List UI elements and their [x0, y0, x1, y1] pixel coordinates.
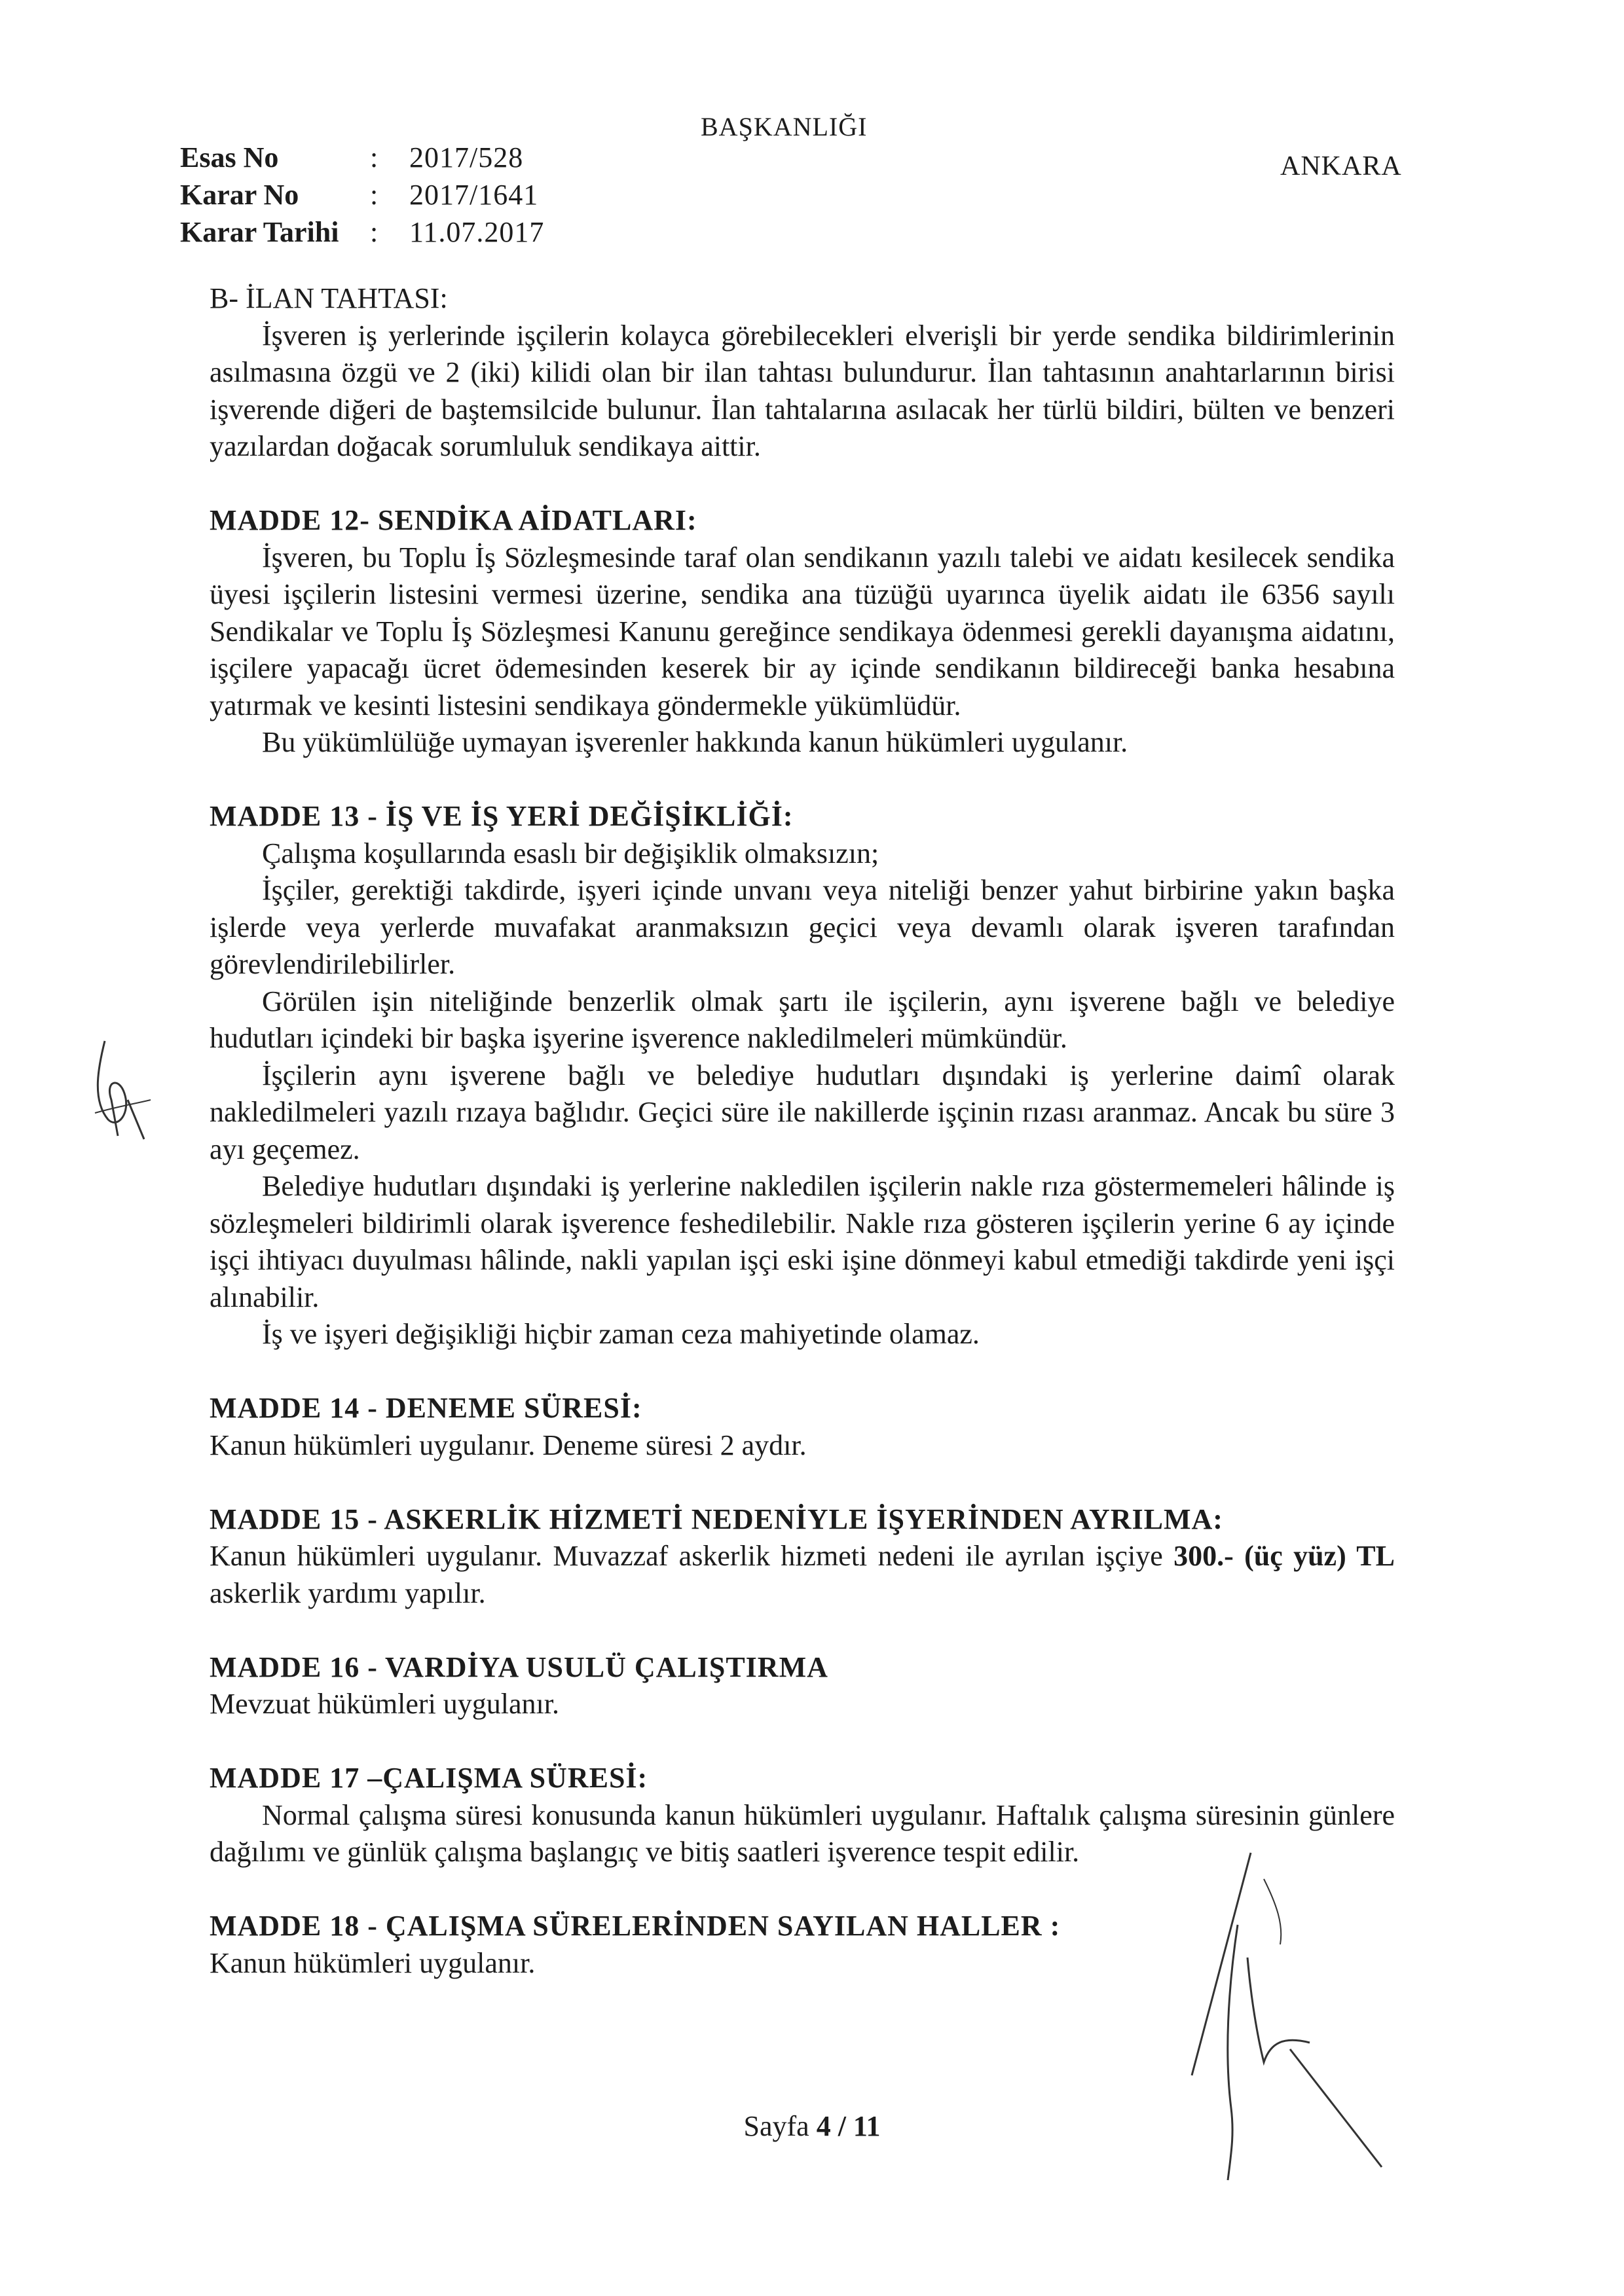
left-initials-signature — [79, 1021, 210, 1152]
madde-13-paragraph-5: Belediye hudutları dışındaki iş yerlerine nakledilen işçilerin nakle rıza göstermemeleri hâlinde iş sözleşmeleri bildirimli olarak işverence feshedilebilir. Nakle rıza gösteren işçilerin yerine 6 ay içinde işçi ihtiyacı duyulması hâlinde, nakli yapılan işçi eski işine dönmeyi kabul etmediği takdirde yeni işçi alınabilir. — [210, 1170, 1395, 1313]
madde-13-paragraph-4: İşçilerin aynı işverene bağlı ve belediye hudutları dışındaki iş yerlerine daimî olarak nakledilmeleri yazılı rızaya bağlıdır. Geçici süre ile nakillerde işçinin rızası aranmaz. Ancak bu süre 3 ayı geçemez. — [210, 1059, 1395, 1165]
madde-16-paragraph-1: Mevzuat hükümleri uygulanır. — [210, 1688, 559, 1720]
madde-16-title: MADDE 16 - VARDİYA USULÜ ÇALIŞTIRMA — [210, 1650, 828, 1683]
tarih-row — [180, 215, 544, 253]
madde-14-paragraph-1: Kanun hükümleri uygulanır. Deneme süresi 2 aydır. — [210, 1429, 807, 1461]
page-footer — [0, 2109, 1624, 2143]
page-total: 11 — [853, 2110, 881, 2142]
office-title: BAŞKANLIĞI — [701, 112, 868, 141]
section-b-text: İşveren iş yerlerinde işçilerin kolayca görebilecekleri elverişli bir yerde sendika bildirimlerinin asılmasına özgü ve 2 (iki) kilidi olan bir ilan tahtası bulundurur. İlan tahtasının anahtarlarının birisi işverende diğeri de baştemsilcide bulunur. İlan tahtalarına asılacak her türlü bildiri, bülten ve benzeri yazılardan doğacak sorumluluk sendikaya aittir. — [210, 319, 1395, 462]
madde-13-paragraph-1: Çalışma koşullarında esaslı bir değişiklik olmaksızın; — [262, 837, 879, 869]
karar-row — [180, 178, 544, 215]
page-separator: / — [830, 2110, 853, 2142]
madde-17-paragraph-1: Normal çalışma süresi konusunda kanun hükümleri uygulanır. Haftalık çalışma süresinin günlere dağılımı ve günlük çalışma başlangıç ve bitiş saatleri işverence tespit edilir. — [210, 1798, 1395, 1868]
esas-colon: : — [370, 141, 378, 173]
madde-13-paragraph-3: Görülen işin niteliğinde benzerlik olmak şartı ile işçilerin, aynı işverene bağlı ve belediye hudutları içindeki bir başka işyerine işverence nakledilmeleri mümkündür. — [210, 985, 1395, 1054]
page-prefix: Sayfa — [743, 2110, 817, 2142]
tarih-label: Karar Tarihi — [180, 216, 339, 248]
madde-15-text-c: askerlik yardımı yapılır. — [210, 1576, 486, 1609]
madde-13-paragraph-2: İşçiler, gerektiği takdirde, işyeri içinde unvanı veya niteliği benzer yahut birbirine yakın başka işlerde veya yerlerde muvafakat aranmaksızın geçici veya devamlı olarak işveren tarafından görevlendirilebilirler. — [210, 874, 1395, 980]
madde-15-amount: 300.- (üç yüz) TL — [1173, 1540, 1395, 1572]
karar-colon: : — [370, 179, 378, 211]
spacer — [210, 1723, 1395, 1760]
madde-13-title: MADDE 13 - İŞ VE İŞ YERİ DEĞİŞİKLİĞİ: — [210, 800, 794, 832]
tarih-colon: : — [370, 216, 378, 248]
spacer — [210, 761, 1395, 799]
esas-row — [180, 141, 544, 178]
karar-value: 2017/1641 — [409, 179, 539, 211]
spacer — [210, 465, 1395, 503]
spacer — [210, 1612, 1395, 1649]
page-current: 4 — [816, 2110, 831, 2142]
spacer — [210, 1353, 1395, 1391]
madde-13-paragraph-6: İş ve işyeri değişikliği hiçbir zaman ceza mahiyetinde olamaz. — [262, 1318, 980, 1350]
case-meta — [180, 141, 544, 253]
madde-12-title: MADDE 12- SENDİKA AİDATLARI: — [210, 504, 697, 536]
city-name: ANKARA — [1280, 151, 1402, 181]
madde-15-paragraph-1 — [210, 1538, 1395, 1612]
tarih-value: 11.07.2017 — [409, 216, 545, 248]
karar-label: Karar No — [180, 179, 299, 211]
esas-label: Esas No — [180, 141, 279, 173]
madde-15-text-a: Kanun hükümleri uygulanır. Muvazzaf askerlik hizmeti nedeni ile ayrılan işçiye — [210, 1540, 1174, 1572]
document-body — [210, 280, 1395, 1982]
madde-15-title: MADDE 15 - ASKERLİK HİZMETİ NEDENİYLE İŞYERİNDEN AYRILMA: — [210, 1503, 1223, 1535]
madde-17-title: MADDE 17 –ÇALIŞMA SÜRESİ: — [210, 1762, 648, 1794]
madde-18-paragraph-1: Kanun hükümleri uygulanır. — [210, 1946, 536, 1979]
spacer — [210, 1464, 1395, 1501]
section-b-title: B- İLAN TAHTASI: — [210, 282, 448, 314]
madde-12-paragraph-1: İşveren, bu Toplu İş Sözleşmesinde taraf olan sendikanın yazılı talebi ve aidatı kesilecek sendika üyesi işçilerin listesini vermesi üzerine, sendika ana tüzüğü uyarınca üyelik aidatı ile 6356 sayılı Sendikalar ve Toplu İş Sözleşmesi Kanunu gereğince sendikaya ödenmesi gerekli dayanışma aidatını, işçilere yapacağı ücret ödemesinden keserek bir ay içinde sendikanın bildireceği banka hesabına yatırmak ve kesinti listesini sendikaya göndermekle yükümlüdür. — [210, 541, 1395, 721]
madde-18-title: MADDE 18 - ÇALIŞMA SÜRELERİNDEN SAYILAN HALLER : — [210, 1910, 1061, 1942]
madde-14-title: MADDE 14 - DENEME SÜRESİ: — [210, 1392, 642, 1424]
esas-value: 2017/528 — [409, 141, 524, 173]
madde-12-paragraph-2: Bu yükümlülüğe uymayan işverenler hakkında kanun hükümleri uygulanır. — [262, 726, 1128, 758]
